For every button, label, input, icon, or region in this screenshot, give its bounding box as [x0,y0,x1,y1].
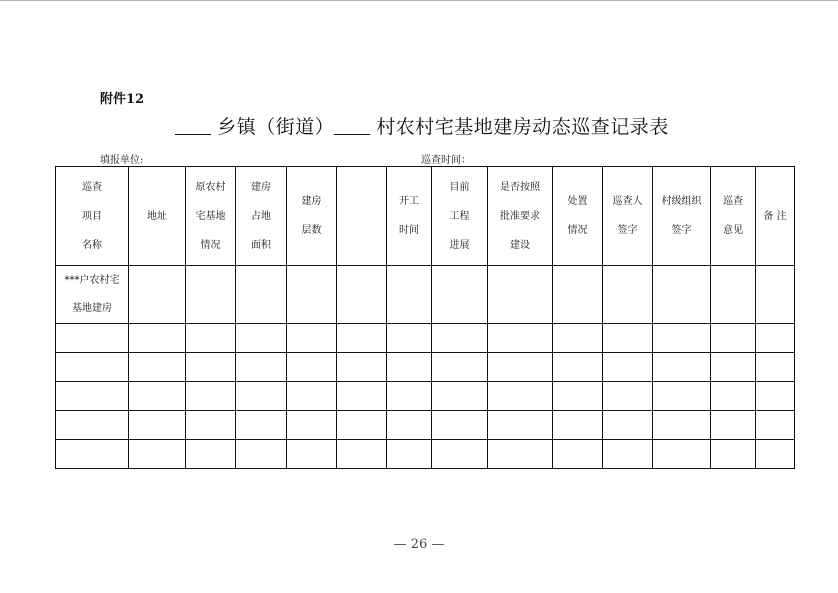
table-cell[interactable] [387,353,432,382]
table-cell[interactable] [603,382,653,411]
table-cell[interactable] [553,411,603,440]
table-cell[interactable] [236,411,287,440]
table-cell[interactable] [337,440,387,469]
col-header-original-homestead: 原农村 宅基地 情况 [186,167,236,266]
table-row [56,353,795,382]
table-cell[interactable] [603,266,653,324]
table-cell[interactable] [756,353,795,382]
table-cell[interactable] [432,382,488,411]
table-cell[interactable] [553,382,603,411]
col-header-village-sign: 村级组织 签字 [653,167,711,266]
table-cell[interactable] [432,411,488,440]
title-blank-village[interactable] [334,116,370,135]
col-header-disposal: 处置 情况 [553,167,603,266]
table-cell[interactable] [711,266,756,324]
col-header-opinion: 巡查 意见 [711,167,756,266]
table-cell[interactable] [56,411,129,440]
table-cell[interactable] [653,382,711,411]
col-header-inspector-sign: 巡查人 签字 [603,167,653,266]
table-cell[interactable] [653,440,711,469]
table-cell[interactable] [287,440,337,469]
table-cell[interactable] [56,382,129,411]
table-cell[interactable] [756,411,795,440]
table-cell[interactable] [236,382,287,411]
table-row [56,440,795,469]
title-part-township: 乡镇（街道） [217,116,335,138]
table-cell[interactable] [186,324,236,353]
title-part-table: 村农村宅基地建房动态巡查记录表 [376,116,669,138]
table-cell[interactable] [432,353,488,382]
table-cell[interactable] [488,266,553,324]
header-row [56,167,795,266]
table-cell[interactable] [711,324,756,353]
table-cell[interactable] [432,266,488,324]
table-cell[interactable] [337,353,387,382]
table-cell[interactable] [337,324,387,353]
table-cell[interactable] [186,382,236,411]
col-header-project-name: 巡查 项目 名称 [56,167,129,266]
table-cell[interactable] [603,324,653,353]
table-cell[interactable] [129,324,186,353]
table-cell[interactable] [711,440,756,469]
table-cell[interactable] [129,440,186,469]
table-cell[interactable] [756,382,795,411]
col-header-floors: 建房 层数 [287,167,337,266]
table-cell[interactable] [653,411,711,440]
table-cell[interactable] [711,353,756,382]
title-blank-township[interactable] [175,116,211,135]
table-cell[interactable] [756,266,795,324]
attachment-label: 附件12 [100,92,145,107]
table-cell[interactable] [236,440,287,469]
table-cell[interactable] [653,266,711,324]
col-header-empty [337,167,387,266]
table-cell[interactable] [553,353,603,382]
table-cell[interactable] [432,324,488,353]
page-number: — 26 — [393,537,445,552]
table-cell[interactable] [287,382,337,411]
table-cell[interactable] [287,324,337,353]
inspect-time-label: 巡查时间： [421,155,471,166]
col-header-start-time: 开工 时间 [387,167,432,266]
fill-unit-label: 填报单位: [100,155,144,166]
table-cell[interactable] [56,324,129,353]
table-cell[interactable] [236,324,287,353]
table-cell[interactable] [56,353,129,382]
table-cell[interactable] [553,266,603,324]
table-cell[interactable] [287,266,337,324]
inspection-table [55,166,795,469]
table-cell[interactable] [186,353,236,382]
table-cell[interactable] [287,353,337,382]
table-cell[interactable] [236,266,287,324]
col-header-approved-compliance: 是否按照 批准要求 建设 [488,167,553,266]
table-cell[interactable] [387,266,432,324]
table-cell[interactable] [653,324,711,353]
table-cell[interactable] [186,440,236,469]
col-header-progress: 目前 工程 进展 [432,167,488,266]
table-cell[interactable] [129,382,186,411]
col-header-remarks: 备 注 [756,167,795,266]
table-cell[interactable] [186,266,236,324]
table-cell[interactable] [711,382,756,411]
table-cell[interactable] [553,440,603,469]
col-header-building-area: 建房 占地 面积 [236,167,287,266]
table-cell[interactable] [488,440,553,469]
cell-project-name[interactable]: ***户农村宅 基地建房 [56,266,129,324]
table-cell[interactable] [387,411,432,440]
col-header-address: 地址 [129,167,186,266]
table-row [56,266,795,324]
table-cell[interactable] [553,324,603,353]
table-row [56,411,795,440]
table-cell[interactable] [129,353,186,382]
table-cell[interactable] [337,382,387,411]
table-cell[interactable] [488,382,553,411]
table-cell[interactable] [236,353,287,382]
table-cell[interactable] [711,411,756,440]
table-cell[interactable] [488,411,553,440]
table-row [56,382,795,411]
table-cell[interactable] [756,324,795,353]
table-cell[interactable] [603,440,653,469]
table-cell[interactable] [186,411,236,440]
table-cell[interactable] [129,266,186,324]
table-cell[interactable] [337,266,387,324]
table-cell[interactable] [432,440,488,469]
page-title [0,112,838,139]
table-cell[interactable] [603,411,653,440]
table-cell[interactable] [603,353,653,382]
table-cell[interactable] [387,324,432,353]
table-cell[interactable] [387,382,432,411]
table-cell[interactable] [387,440,432,469]
table-row [56,324,795,353]
table-cell[interactable] [488,324,553,353]
table-cell[interactable] [56,440,129,469]
table-cell[interactable] [488,353,553,382]
table-cell[interactable] [653,353,711,382]
table-cell[interactable] [129,411,186,440]
table-cell[interactable] [756,440,795,469]
table-cell[interactable] [287,411,337,440]
top-rule [0,0,838,1]
table-cell[interactable] [337,411,387,440]
